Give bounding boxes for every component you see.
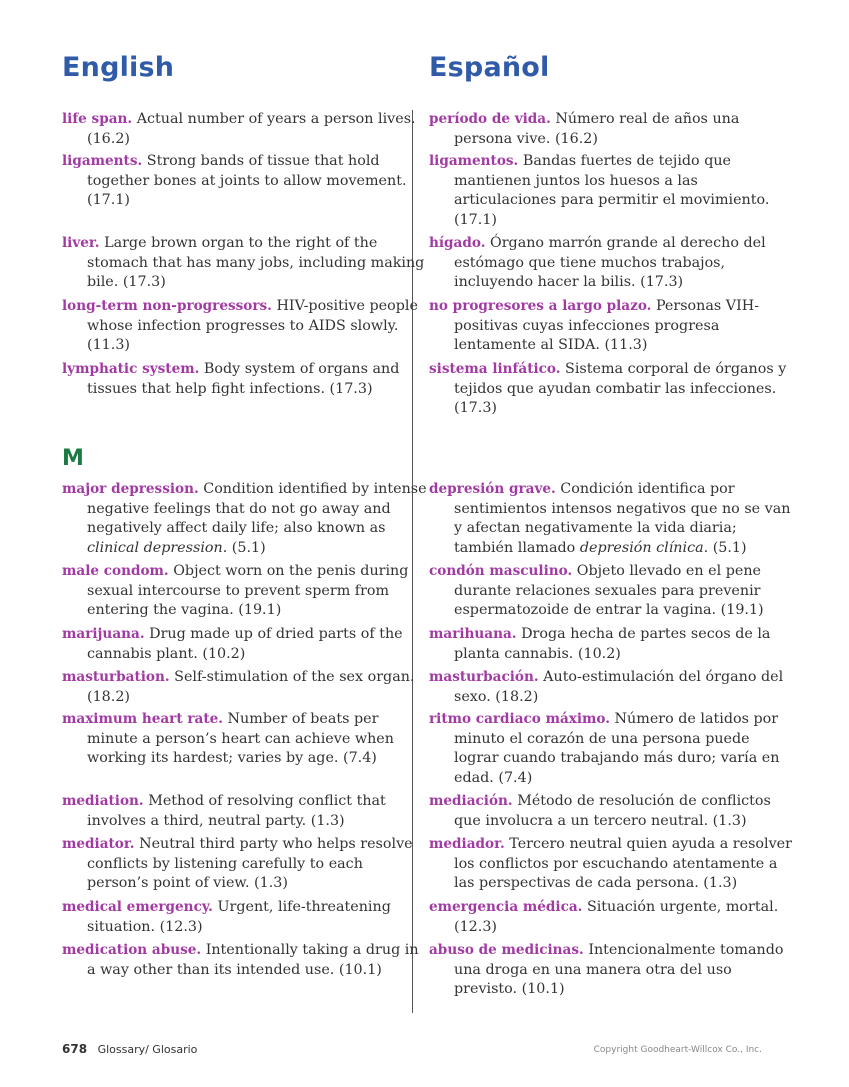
entry-term: major depression. — [62, 481, 199, 497]
entry-definition: Self-stimulation of the sex organ. (18.2) — [87, 669, 415, 705]
entry-term: abuso de medicinas. — [429, 942, 584, 958]
glossary-entry-en — [62, 625, 427, 664]
entry-definition: Object worn on the penis during sexual intercourse to prevent sperm from entering the vagina. (19.1) — [87, 563, 409, 619]
entry-definition: Objeto llevado en el pene durante relaciones sexuales para prevenir espermatozoide de entrar la vagina. (19.1) — [454, 563, 764, 619]
glossary-entry-en — [62, 110, 427, 149]
entry-italic-term: clinical depression. — [87, 539, 228, 556]
entry-term: no progresores a largo plazo. — [429, 298, 652, 314]
entry-definition: Condition identified by intense negative feelings that do not go away and negatively affect daily life; also known as — [87, 481, 427, 537]
entry-definition: Neutral third party who helps resolve conflicts by listening carefully to each person’s point of view. (1.3) — [87, 836, 413, 892]
glossary-entry-es — [429, 941, 794, 1000]
entry-definition: Personas VIH-positivas cuyas infecciones progresa lentamente al SIDA. (11.3) — [454, 298, 760, 354]
entry-definition: Número real de años una persona vive. (16.2) — [454, 111, 740, 147]
glossary-entry-en — [62, 898, 427, 937]
entry-term: mediation. — [62, 793, 144, 809]
glossary-entry-en — [62, 792, 427, 831]
entry-term: marijuana. — [62, 626, 145, 642]
entry-section-ref: (5.1) — [231, 539, 266, 556]
entry-term: emergencia médica. — [429, 899, 583, 915]
entry-definition: HIV-positive people whose infection progresses to AIDS slowly. (11.3) — [87, 298, 418, 354]
glossary-entry-en — [62, 668, 427, 707]
entry-definition: Condición identifica por sentimientos intensos negativos que no se van y afectan negativamente la vida diaria; también llamado — [454, 481, 791, 556]
glossary-entry-es — [429, 480, 794, 558]
glossary-entry-es — [429, 360, 794, 419]
glossary-entry-en — [62, 941, 427, 980]
entry-term: ligamentos. — [429, 153, 519, 169]
glossary-entry-es — [429, 152, 794, 230]
entry-term: liver. — [62, 235, 100, 251]
glossary-entry-en — [62, 297, 427, 356]
entry-definition: Situación urgente, mortal. (12.3) — [454, 899, 779, 935]
entry-definition: Number of beats per minute a person’s heart can achieve when working its hardest; varies by age. (7.4) — [87, 711, 394, 767]
entry-definition: Tercero neutral quien ayuda a resolver los conflictos por escuchando atentamente a las perspectivas de cada persona. (1.3) — [454, 836, 792, 892]
entry-term: masturbation. — [62, 669, 170, 685]
copyright-notice: Copyright Goodheart-Willcox Co., Inc. — [593, 1045, 762, 1055]
glossary-entry-es — [429, 668, 794, 707]
entry-term: masturbación. — [429, 669, 539, 685]
entry-definition: Número de latidos por minuto el corazón de una persona puede lograr cuando trabajando más duro; varía en edad. (7.4) — [454, 711, 780, 786]
entry-definition: Órgano marrón grande al derecho del estómago que tiene muchos trabajos, incluyendo hacer la bilis. (17.3) — [454, 235, 766, 291]
glossary-entry-en — [62, 835, 427, 894]
glossary-entry-en — [62, 562, 427, 621]
glossary-entry-es — [429, 898, 794, 937]
entry-term: medical emergency. — [62, 899, 213, 915]
english-heading: English — [62, 52, 175, 83]
entry-definition: Urgent, life-threatening situation. (12.3) — [87, 899, 391, 935]
glossary-entry-en — [62, 152, 427, 211]
glossary-entry-en — [62, 360, 427, 399]
entry-definition: Body system of organs and tissues that help fight infections. (17.3) — [87, 361, 400, 397]
entry-term: lymphatic system. — [62, 361, 200, 377]
entry-term: período de vida. — [429, 111, 551, 127]
entry-term: marihuana. — [429, 626, 517, 642]
entry-term: life span. — [62, 111, 133, 127]
entry-definition: Method of resolving conflict that involves a third, neutral party. (1.3) — [87, 793, 386, 829]
entry-definition: Método de resolución de conflictos que involucra a un tercero neutral. (1.3) — [454, 793, 771, 829]
entry-definition: Large brown organ to the right of the stomach that has many jobs, including making bile. (17.3) — [87, 235, 425, 291]
spanish-heading: Español — [429, 52, 550, 83]
glossary-entry-es — [429, 835, 794, 894]
footer-section-title: Glossary/ Glosario — [97, 1043, 198, 1056]
glossary-entry-es — [429, 710, 794, 788]
entry-italic-term: depresión clínica. — [579, 539, 709, 556]
entry-term: condón masculino. — [429, 563, 573, 579]
glossary-entry-es — [429, 110, 794, 149]
entry-term: long-term non-progressors. — [62, 298, 272, 314]
entry-definition: Intencionalmente tomando una droga en una manera otra del uso previsto. (10.1) — [454, 942, 784, 998]
glossary-entry-es — [429, 297, 794, 356]
entry-definition: Intentionally taking a drug in a way other than its intended use. (10.1) — [87, 942, 419, 978]
entry-term: medication abuse. — [62, 942, 202, 958]
entry-definition: Auto-estimulación del órgano del sexo. (18.2) — [454, 669, 784, 705]
entry-term: ligaments. — [62, 153, 143, 169]
section-letter: M — [62, 446, 84, 471]
entry-term: ritmo cardiaco máximo. — [429, 711, 610, 727]
entry-term: depresión grave. — [429, 481, 556, 497]
entry-term: sistema linfático. — [429, 361, 561, 377]
page-footer — [62, 1042, 197, 1056]
glossary-entry-en — [62, 480, 427, 558]
entry-term: male condom. — [62, 563, 169, 579]
entry-term: mediación. — [429, 793, 513, 809]
entry-term: mediator. — [62, 836, 135, 852]
entry-definition: Bandas fuertes de tejido que mantienen juntos los huesos a las articulaciones para permitir el movimiento. (17.1) — [454, 153, 770, 228]
glossary-entry-es — [429, 625, 794, 664]
page-number: 678 — [62, 1042, 88, 1056]
entry-section-ref: (5.1) — [712, 539, 747, 556]
entry-term: hígado. — [429, 235, 486, 251]
entry-definition: Drug made up of dried parts of the cannabis plant. (10.2) — [87, 626, 403, 662]
entry-term: maximum heart rate. — [62, 711, 223, 727]
entry-term: mediador. — [429, 836, 505, 852]
glossary-entry-es — [429, 792, 794, 831]
entry-definition: Sistema corporal de órganos y tejidos que ayudan combatir las infecciones. (17.3) — [454, 361, 787, 417]
entry-definition: Droga hecha de partes secos de la planta cannabis. (10.2) — [454, 626, 771, 662]
glossary-entry-es — [429, 562, 794, 621]
entry-definition: Actual number of years a person lives. (16.2) — [87, 111, 416, 147]
glossary-entry-en — [62, 234, 427, 293]
glossary-entry-en — [62, 710, 427, 769]
glossary-entry-es — [429, 234, 794, 293]
entry-definition: Strong bands of tissue that hold together bones at joints to allow movement. (17.1) — [87, 153, 407, 209]
